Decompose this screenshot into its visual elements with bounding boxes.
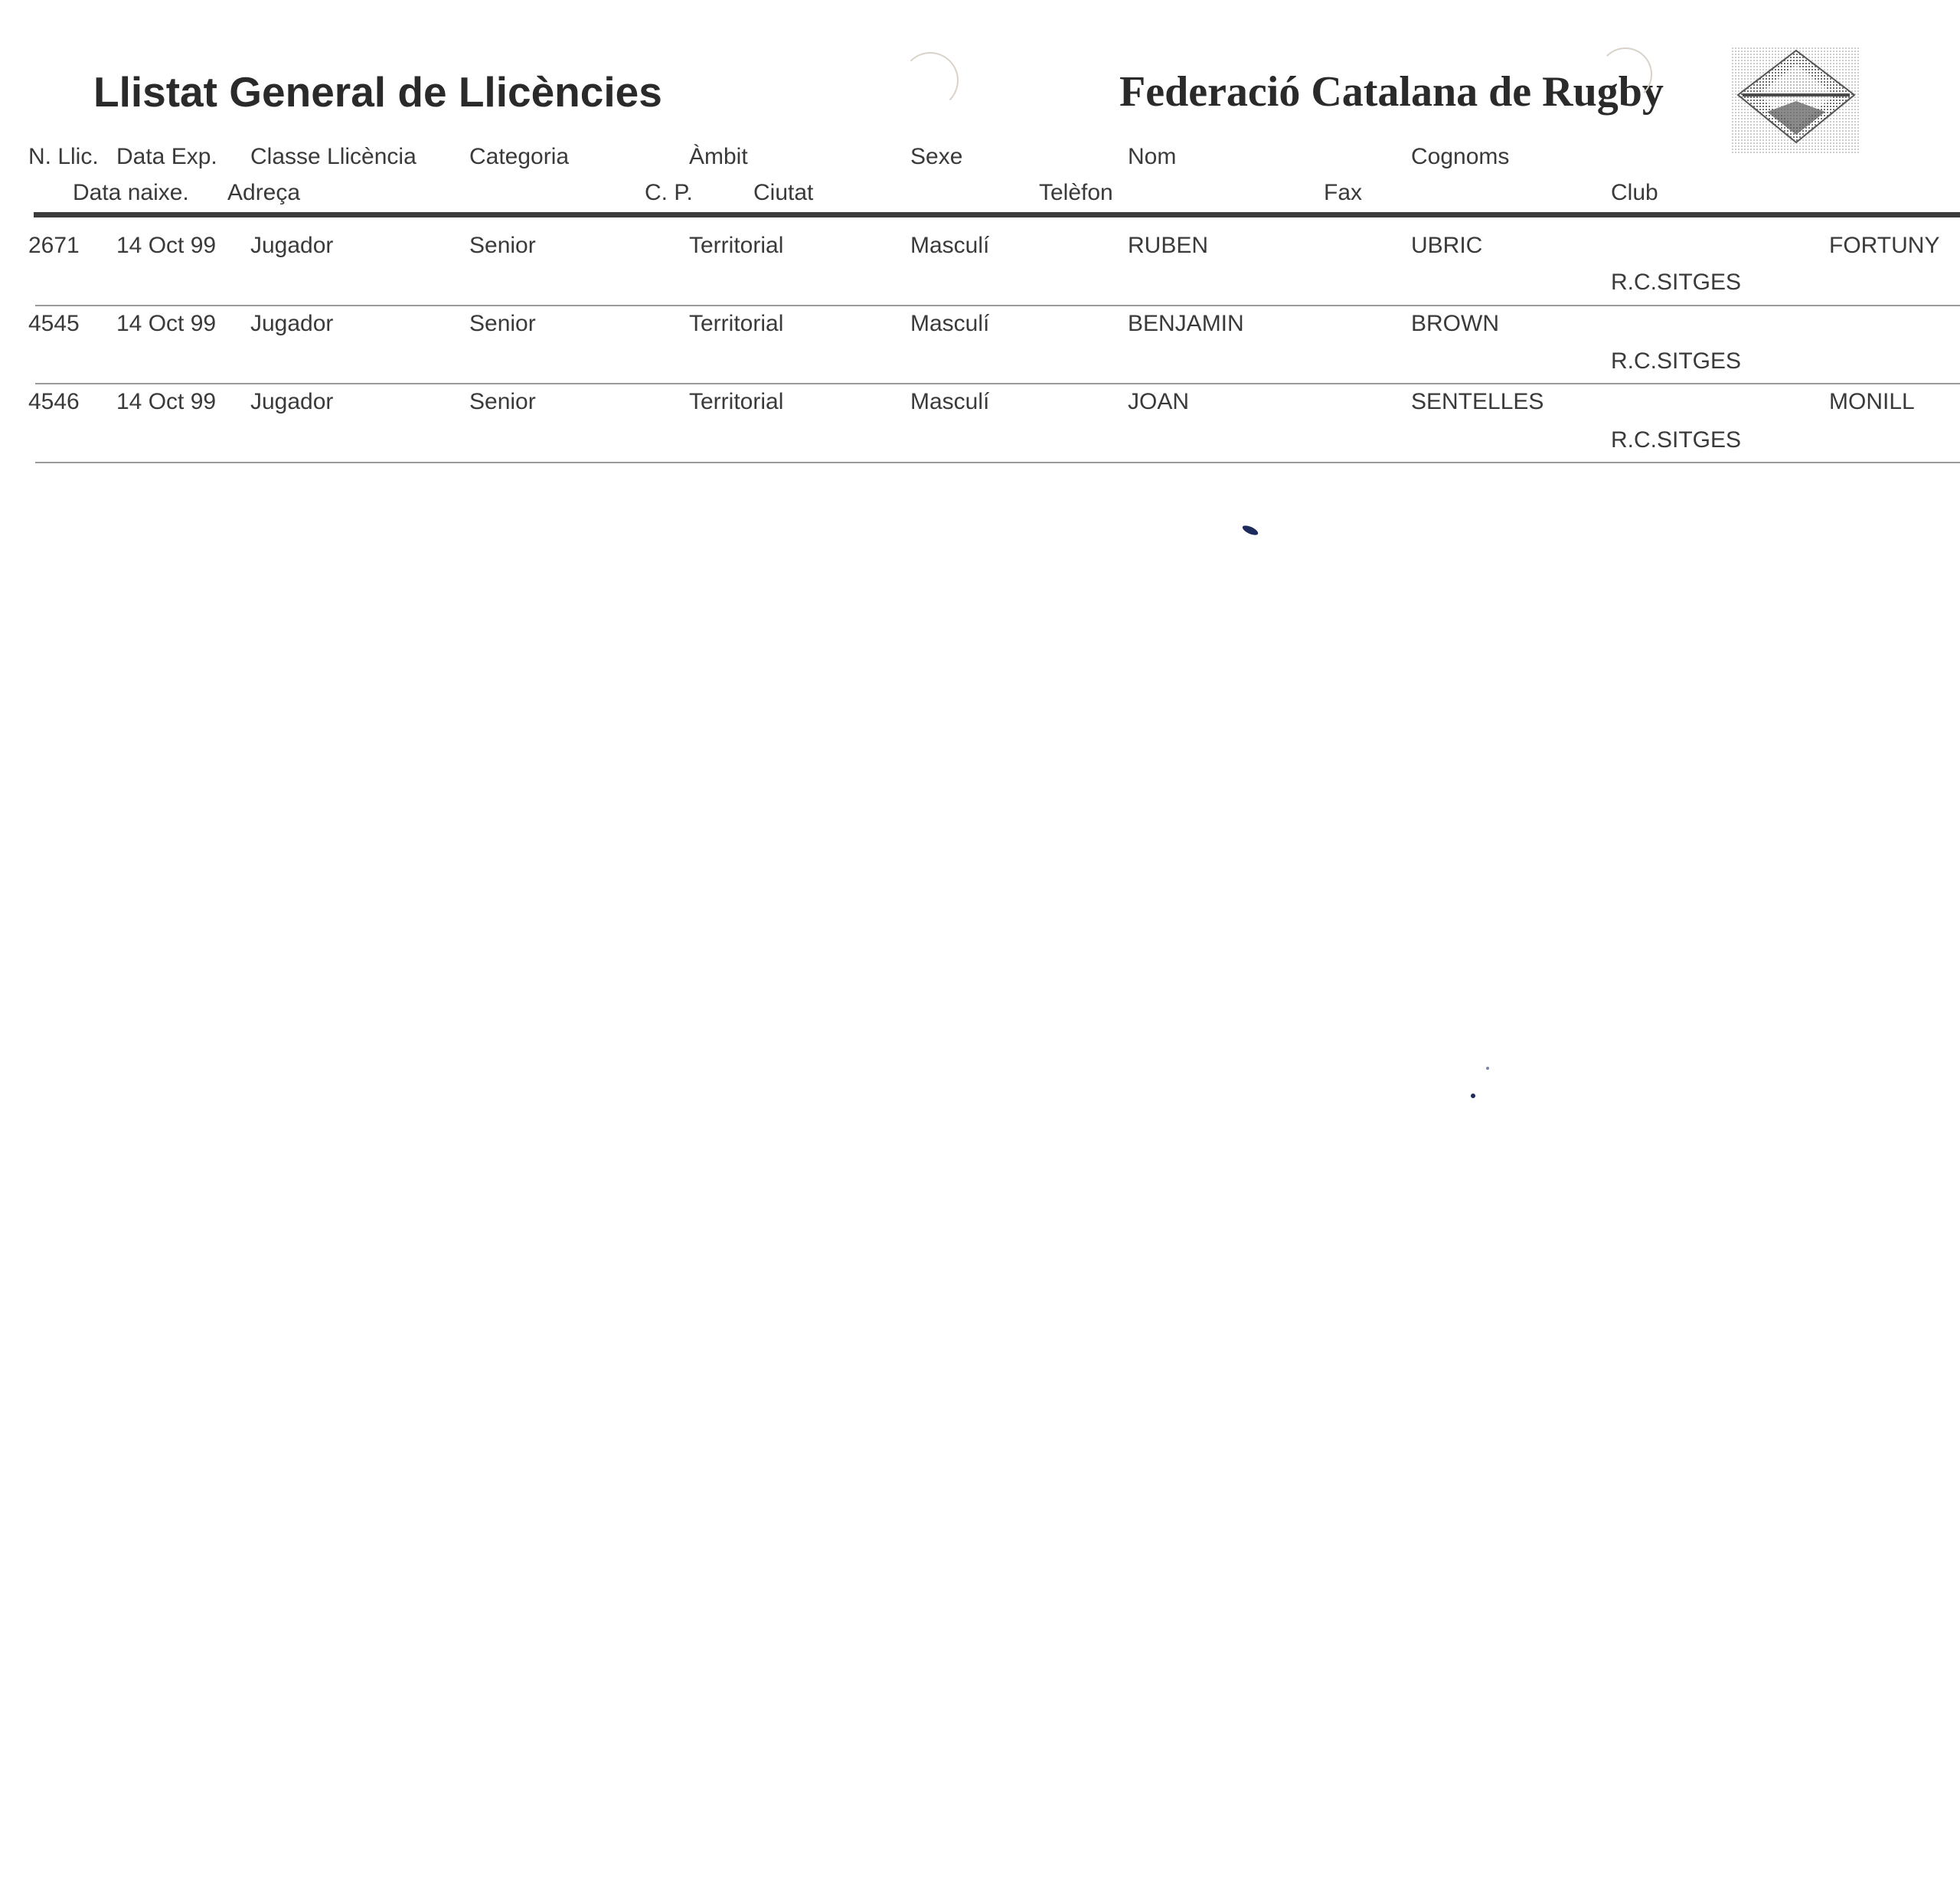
cell-category: Senior: [469, 311, 536, 336]
col-header-license-number: N. Llic.: [28, 144, 99, 169]
cell-category: Senior: [469, 233, 536, 258]
cell-scope: Territorial: [689, 389, 784, 414]
cell-license-number: 4545: [28, 311, 80, 336]
cell-club: R.C.SITGES: [1611, 270, 1742, 295]
col-header-address: Adreça: [227, 180, 301, 205]
ink-speck: [1471, 1094, 1475, 1098]
col-header-surnames: Cognoms: [1411, 144, 1510, 169]
col-header-license-class: Classe Llicència: [250, 144, 416, 169]
cell-scope: Territorial: [689, 233, 784, 258]
federation-logo-icon: [1732, 47, 1860, 155]
row-divider: [35, 305, 1960, 306]
cell-club: R.C.SITGES: [1611, 348, 1742, 374]
header-divider: [34, 212, 1960, 217]
col-header-expedition-date: Data Exp.: [116, 144, 217, 169]
cell-license-class: Jugador: [250, 311, 334, 336]
cell-surname-1: UBRIC: [1411, 233, 1483, 258]
ink-speck: [1486, 1067, 1489, 1070]
ink-speck: [1241, 524, 1259, 537]
cell-surname-2: FORTUNY: [1829, 233, 1940, 258]
col-header-fax: Fax: [1324, 180, 1363, 205]
punch-hole-mark: [902, 52, 959, 109]
col-header-category: Categoria: [469, 144, 570, 169]
cell-first-name: JOAN: [1128, 389, 1190, 414]
cell-license-class: Jugador: [250, 233, 334, 258]
col-header-postal-code: C. P.: [645, 180, 693, 205]
cell-license-number: 2671: [28, 233, 80, 258]
cell-sex: Masculí: [910, 233, 990, 258]
row-divider: [35, 383, 1960, 384]
cell-license-class: Jugador: [250, 389, 334, 414]
cell-expedition-date: 14 Oct 99: [116, 389, 217, 414]
cell-sex: Masculí: [910, 311, 990, 336]
cell-license-number: 4546: [28, 389, 80, 414]
organization-name: Federació Catalana de Rugby: [1119, 68, 1664, 116]
col-header-club: Club: [1611, 180, 1658, 205]
col-header-city: Ciutat: [753, 180, 814, 205]
page-title: Llistat General de Llicències: [93, 68, 662, 116]
cell-first-name: BENJAMIN: [1128, 311, 1244, 336]
cell-category: Senior: [469, 389, 536, 414]
cell-surname-1: SENTELLES: [1411, 389, 1544, 414]
col-header-birth-date: Data naixe.: [73, 180, 189, 205]
col-header-first-name: Nom: [1128, 144, 1177, 169]
cell-surname-1: BROWN: [1411, 311, 1499, 336]
cell-sex: Masculí: [910, 389, 990, 414]
cell-expedition-date: 14 Oct 99: [116, 233, 217, 258]
row-divider: [35, 462, 1960, 463]
cell-club: R.C.SITGES: [1611, 427, 1742, 453]
col-header-scope: Àmbit: [689, 144, 748, 169]
col-header-phone: Telèfon: [1039, 180, 1113, 205]
cell-first-name: RUBEN: [1128, 233, 1209, 258]
cell-surname-2: MONILL: [1829, 389, 1915, 414]
cell-expedition-date: 14 Oct 99: [116, 311, 217, 336]
col-header-sex: Sexe: [910, 144, 963, 169]
punch-hole-mark: [1599, 47, 1652, 101]
cell-scope: Territorial: [689, 311, 784, 336]
